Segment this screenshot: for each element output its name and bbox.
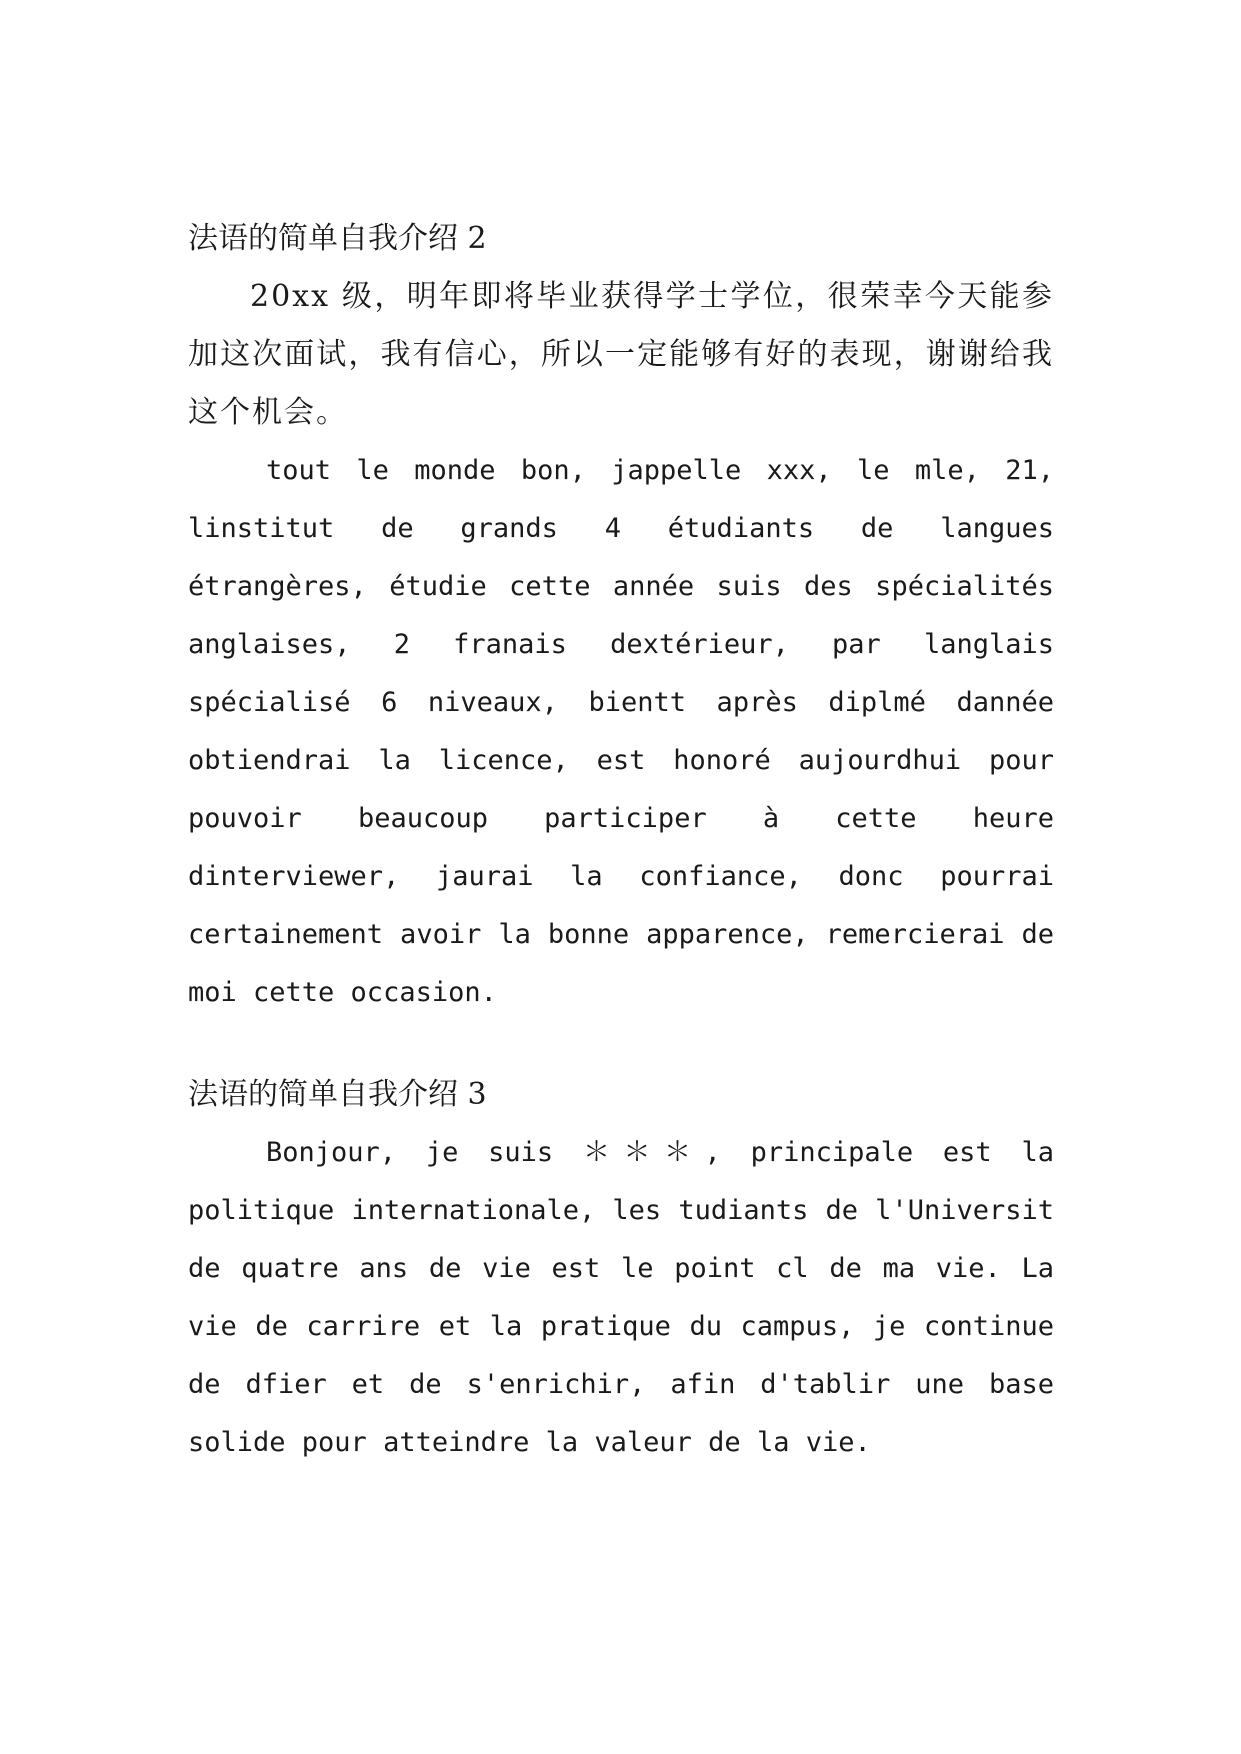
section-2-chinese-paragraph: 20xx 级，明年即将毕业获得学士学位，很荣幸今天能参加这次面试，我有信心，所以一定能够有好的表现，谢谢给我这个机会。	[188, 279, 1054, 430]
section-2-heading: 法语的简单自我介绍 2	[188, 221, 487, 256]
section-spacer	[188, 1022, 1054, 1066]
section-3-french-paragraph: Bonjour, je suis ＊＊＊, principale est la politique internationale, les tudiants de l'Universit de quatre ans de vie est le point cl de ma vie. La vie de carrire et la pratique du campus, je continue de dfier et de s'enrichir, afin d'tablir une base solide pour atteindre la valeur de la vie.	[188, 1137, 1054, 1458]
document-page	[188, 210, 1054, 1472]
section-3-heading: 法语的简单自我介绍 3	[188, 1077, 487, 1112]
section-2-french-paragraph: tout le monde bon, jappelle xxx, le mle, 21, linstitut de grands 4 étudiants de langues étrangères, étudie cette année suis des spécialités anglaises, 2 franais dextérieur, par langlais spécialisé 6 niveaux, bientt après diplmé dannée obtiendrai la licence, est honoré aujourdhui pour pouvoir beaucoup participer à cette heure dinterviewer, jaurai la confiance, donc pourrai certainement avoir la bonne apparence, remercierai de moi cette occasion.	[188, 455, 1054, 1008]
